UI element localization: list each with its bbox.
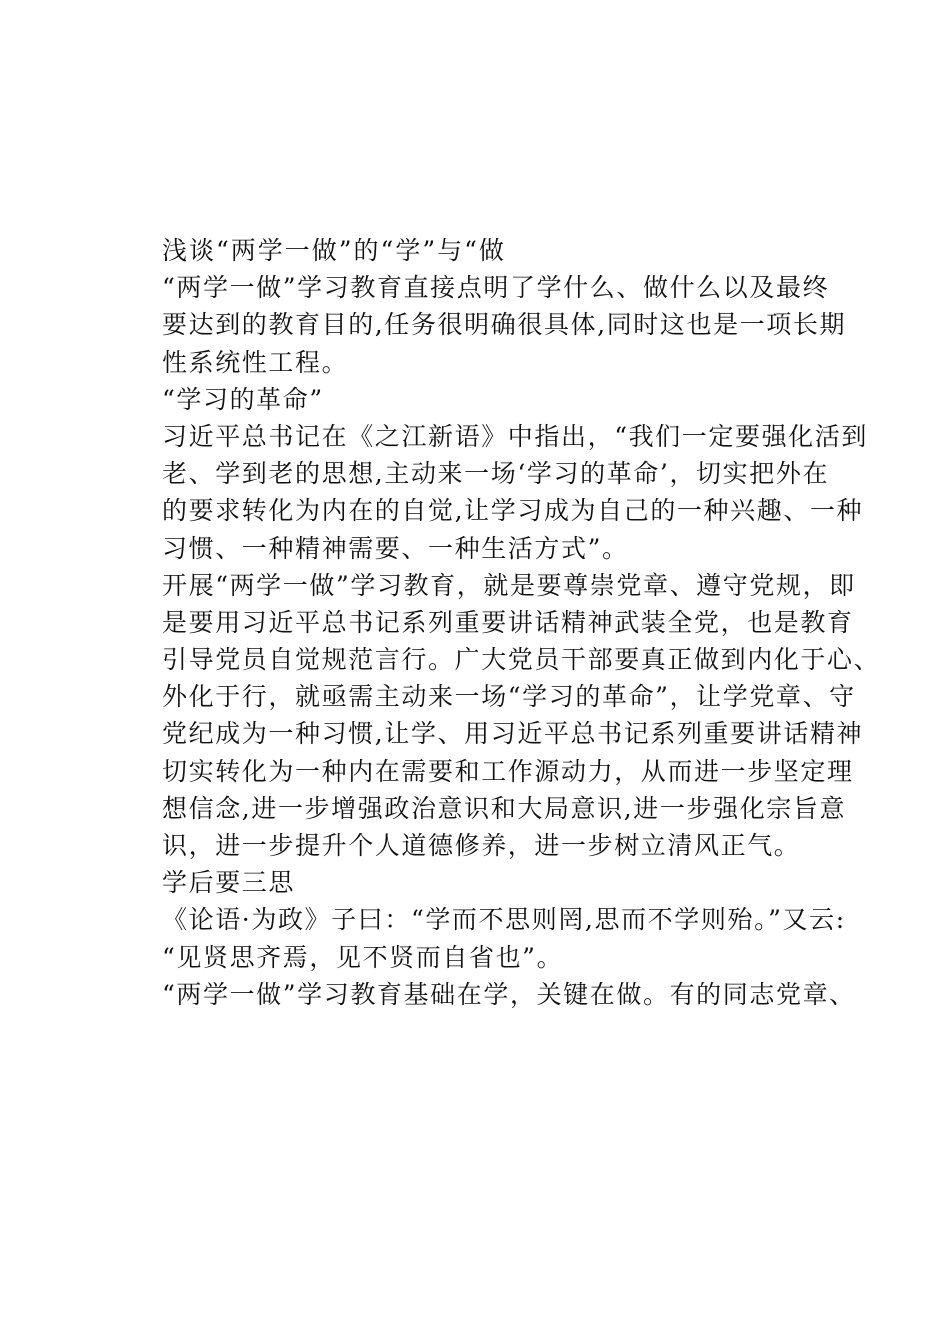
document-body bbox=[162, 232, 881, 1013]
text-line: 切实转化为一种内在需要和工作源动力，从而进一步坚定理 bbox=[162, 756, 854, 786]
text-line: “两学一做”学习教育基础在学，关键在做。有的同志党章、 bbox=[162, 979, 856, 1009]
text-line: 《论语·为政》子曰：“学而不思则罔,思而不学则殆。”又云: bbox=[162, 905, 846, 935]
text-line: 的要求转化为内在的自觉,让学习成为自己的一种兴趣、一种 bbox=[162, 496, 864, 526]
document-title: 浅谈“两学一做”的“学”与“做 bbox=[162, 236, 506, 265]
section-heading: 学后要三思 bbox=[162, 868, 296, 898]
text-line: 习惯、一种精神需要、一种生活方式”。 bbox=[162, 533, 629, 563]
text-line: 引导党员自觉规范言行。广大党员干部要真正做到内化于心、 bbox=[162, 645, 881, 675]
text-line: 是要用习近平总书记系列重要讲话精神武装全党，也是教育 bbox=[162, 607, 854, 637]
text-line: 外化于行，就亟需主动来一场“学习的革命”，让学党章、守 bbox=[162, 682, 856, 712]
text-line: 性系统性工程。 bbox=[162, 347, 349, 377]
text-line: 习近平总书记在《之江新语》中指出，“我们一定要强化活到 bbox=[162, 421, 868, 451]
text-line: “见贤思齐焉，见不贤而自省也”。 bbox=[162, 942, 564, 972]
text-line: 党纪成为一种习惯,让学、用习近平总书记系列重要讲话精神 bbox=[162, 719, 864, 749]
text-line: 开展“两学一做”学习教育，就是要尊崇党章、遵守党规，即 bbox=[162, 570, 856, 600]
text-line: 识，进一步提升个人道德修养，进一步树立清风正气。 bbox=[162, 831, 801, 860]
text-line: 老、学到老的思想,主动来一场‘学习的革命’，切实把外在 bbox=[162, 459, 830, 489]
section-heading: “学习的革命” bbox=[162, 384, 324, 414]
text-line: 要达到的教育目的,任务很明确很具体,同时这也是一项长期 bbox=[162, 310, 847, 340]
text-line: 想信念,进一步增强政治意识和大局意识,进一步强化宗旨意 bbox=[162, 793, 847, 823]
text-line: “两学一做”学习教育直接点明了学什么、做什么以及最终 bbox=[162, 273, 830, 303]
